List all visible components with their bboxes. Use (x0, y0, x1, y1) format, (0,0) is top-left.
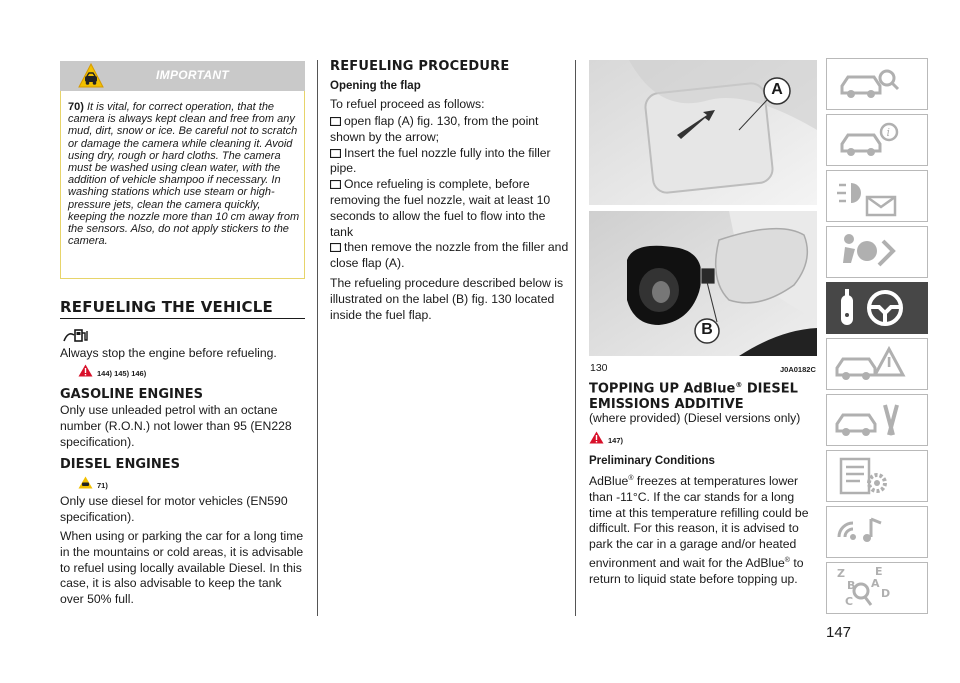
danger-warning-icon (78, 364, 93, 377)
refueling-intro: Always stop the engine before refueling. (60, 346, 277, 360)
diesel-text-1: Only use diesel for motor vehicles (EN590 specification). (60, 494, 288, 524)
procedure-heading: REFUELING PROCEDURE (330, 59, 510, 74)
figure-label-b: B (701, 321, 713, 338)
checkbox-bullet-icon (330, 180, 341, 189)
car-search-icon (827, 59, 927, 109)
important-title: IMPORTANT (156, 68, 229, 82)
checkbox-bullet-icon (330, 149, 341, 158)
checkbox-bullet-icon (330, 117, 341, 126)
adblue-warning-reference: 147) (608, 436, 624, 445)
procedure-subheading: Opening the flap (330, 80, 421, 92)
procedure-step: open flap (A) fig. 130, from the point shown by the arrow; (330, 114, 539, 144)
tab-technical-data[interactable] (826, 450, 928, 502)
page-number: 147 (826, 624, 852, 641)
figure-code: J0A0182C (780, 365, 816, 374)
warning-references: 144) 145) 146) (97, 369, 147, 378)
important-body: It is vital, for correct operation, that the camera is always kept clean and free from any mud, dirt, snow or ice. Be careful not to scratch or damage the camera while cleaning it. Avoid using dry, rough or hard cloths. The camera must be washed using clean water, with the addition of vehicle shampoo if necessary. In washing stations which use steam or high-pressure jets, clean the camera quickly, keeping the nozzle more than 10 cm away from the sensors. Also, do not apply stickers to the camera. (68, 101, 300, 248)
figure-number: 130 (590, 362, 608, 374)
car-warning-icon (827, 339, 927, 389)
tab-in-an-emergency[interactable] (826, 338, 928, 390)
procedure-intro: To refuel proceed as follows: (330, 97, 485, 111)
car-info-icon (827, 115, 927, 165)
procedure-step: Insert the fuel nozzle fully into the filler pipe. (330, 145, 551, 176)
procedure-steps (330, 114, 570, 323)
caution-warning-icon (78, 476, 93, 489)
gasoline-text: Only use unleaded petrol with an octane number (R.O.N.) not lower than 95 (EN228 specification). (60, 403, 292, 449)
lights-message-icon (827, 171, 927, 221)
car-tools-icon (827, 395, 927, 445)
tab-safety[interactable] (826, 226, 928, 278)
danger-warning-icon (589, 431, 604, 444)
svg-text:i: i (886, 126, 891, 139)
tab-lights-messages[interactable] (826, 170, 928, 222)
column-divider-2 (575, 60, 576, 616)
tab-index[interactable] (826, 562, 928, 614)
tab-servicing[interactable] (826, 394, 928, 446)
procedure-outro: The refueling procedure described below is illustrated on the label (B) fig. 130 located inside the fuel flap. (330, 275, 564, 322)
adblue-scope: (where provided) (Diesel versions only) (589, 411, 801, 425)
adblue-text: AdBlue® freezes at temperatures lower than -11°C. If the car stands for a long time at this temperature refilling could be difficult. For this reason, it is advised to park the car in a garage and/or heated environment and wait for the AdBlue® to return to liquid state before topping up. (589, 474, 809, 586)
refueling-heading: REFUELING THE VEHICLE (60, 298, 273, 316)
svg-text:D: D (881, 587, 891, 600)
adblue-subheading: Preliminary Conditions (589, 455, 715, 467)
index-search-icon (827, 563, 927, 613)
specs-gear-icon (827, 451, 927, 501)
tab-getting-to-know[interactable] (826, 58, 928, 110)
svg-text:E: E (875, 565, 883, 578)
checkbox-bullet-icon (330, 243, 341, 252)
heading-rule (60, 318, 305, 319)
fuel-flap-figure (589, 60, 817, 360)
tab-starting-driving[interactable] (826, 282, 928, 334)
tab-dashboard[interactable] (826, 114, 928, 166)
svg-text:C: C (845, 595, 854, 608)
svg-text:Z: Z (837, 567, 845, 580)
adblue-heading: TOPPING UP AdBlue® DIESEL EMISSIONS ADDITIVE (589, 381, 798, 413)
figure-label-a: A (771, 81, 783, 98)
column-divider-1 (317, 60, 318, 616)
diesel-reference: 71) (97, 481, 108, 490)
svg-text:B: B (847, 579, 856, 592)
airbag-safety-icon (827, 227, 927, 277)
procedure-step: then remove the nozzle from the filler and close flap (A). (330, 240, 569, 271)
tab-multimedia[interactable] (826, 506, 928, 558)
gasoline-heading: GASOLINE ENGINES (60, 387, 203, 402)
multimedia-icon (827, 507, 927, 557)
diesel-heading: DIESEL ENGINES (60, 457, 180, 472)
svg-text:A: A (871, 577, 880, 590)
diesel-text-2: When using or parking the car for a long time in the mountains or cold areas, it is advisable to refuel using locally available Diesel. In this case, it is also advisable to keep the tank over 50% full. (60, 529, 304, 607)
key-steering-icon (827, 283, 927, 333)
important-number: 70) (68, 101, 84, 113)
fuel-pump-icon (62, 327, 92, 343)
procedure-step: Once refueling is complete, before removing the fuel nozzle, wait at least 10 seconds to allow the fuel to flow into the tank (330, 177, 551, 239)
important-text (68, 101, 300, 247)
